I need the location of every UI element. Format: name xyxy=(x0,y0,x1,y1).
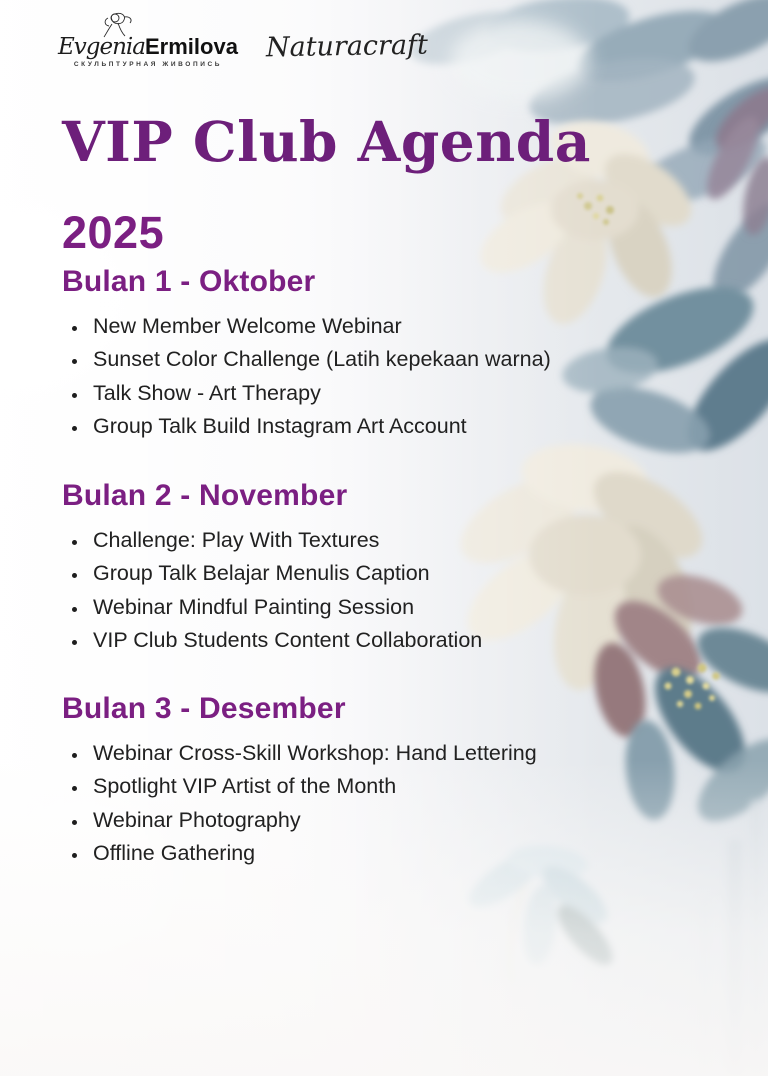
agenda-item: • Group Talk Build Instagram Art Account xyxy=(89,410,642,444)
section-month-1 xyxy=(62,264,642,444)
section-heading: Bulan 1 - Oktober xyxy=(62,264,316,298)
logo-bold-text: Ermilova xyxy=(145,34,238,59)
agenda-item: • Webinar Photography xyxy=(89,804,642,838)
agenda-item: • VIP Club Students Content Collaboration xyxy=(89,624,642,658)
logo-naturacraft: Naturacraft xyxy=(265,29,429,64)
page-title: VIP Club Agenda xyxy=(62,109,591,174)
agenda-item: • Offline Gathering xyxy=(89,837,642,871)
agenda-content xyxy=(62,109,642,871)
agenda-item: • Challenge: Play With Textures xyxy=(89,524,642,558)
section-month-3 xyxy=(62,691,642,871)
agenda-list xyxy=(62,524,642,658)
year-heading: 2025 xyxy=(62,207,165,259)
logo-subtitle: СКУЛЬПТУРНАЯ ЖИВОПИСЬ xyxy=(73,61,223,68)
section-heading: Bulan 3 - Desember xyxy=(62,691,346,725)
logo-evgenia-ermilova xyxy=(58,14,238,68)
agenda-item: • New Member Welcome Webinar xyxy=(89,310,642,344)
header xyxy=(58,14,428,68)
logo-script-text: Evgenia xyxy=(58,34,145,60)
agenda-item: • Spotlight VIP Artist of the Month xyxy=(89,770,642,804)
agenda-item: • Webinar Mindful Painting Session xyxy=(89,591,642,625)
section-heading: Bulan 2 - November xyxy=(62,478,348,512)
agenda-item: • Webinar Cross-Skill Workshop: Hand Lettering xyxy=(89,737,642,771)
agenda-item: • Sunset Color Challenge (Latih kepekaan warna) xyxy=(89,343,642,377)
agenda-list xyxy=(62,737,642,871)
section-month-2 xyxy=(62,478,642,658)
agenda-list xyxy=(62,310,642,444)
rose-icon xyxy=(98,8,138,38)
agenda-item: • Group Talk Belajar Menulis Caption xyxy=(89,557,642,591)
agenda-item: • Talk Show - Art Therapy xyxy=(89,377,642,411)
